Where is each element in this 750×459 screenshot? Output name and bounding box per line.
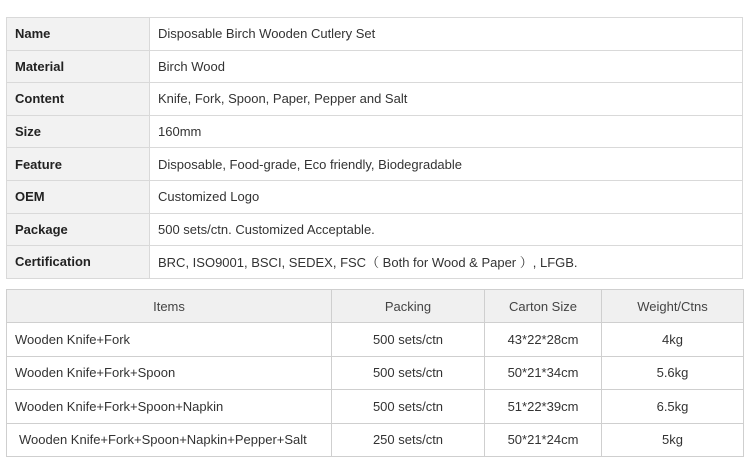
- table-header-row: [7, 290, 744, 323]
- weight-cell: 5kg: [602, 423, 744, 457]
- spec-row-size: [7, 115, 743, 148]
- carton-size-cell: 50*21*24cm: [485, 423, 602, 457]
- carton-size-cell: 51*22*39cm: [485, 390, 602, 424]
- weight-cell: 6.5kg: [602, 390, 744, 424]
- weight-cell: 4kg: [602, 323, 744, 357]
- specification-table: [6, 17, 743, 279]
- column-header-packing: Packing: [332, 290, 485, 323]
- table-row: [7, 323, 744, 357]
- table-row: [7, 423, 744, 457]
- item-cell: Wooden Knife+Fork: [7, 323, 332, 357]
- packing-cell: 500 sets/ctn: [332, 323, 485, 357]
- spec-row-content: [7, 83, 743, 116]
- table-row: [7, 390, 744, 424]
- spec-key: Certification: [7, 246, 150, 279]
- spec-row-package: [7, 213, 743, 246]
- spec-value: 160mm: [150, 115, 743, 148]
- spec-value: Disposable Birch Wooden Cutlery Set: [150, 18, 743, 51]
- weight-cell: 5.6kg: [602, 356, 744, 390]
- spec-key: Package: [7, 213, 150, 246]
- packing-cell: 500 sets/ctn: [332, 390, 485, 424]
- spec-value: Disposable, Food-grade, Eco friendly, Biodegradable: [150, 148, 743, 181]
- spec-value: Customized Logo: [150, 180, 743, 213]
- column-header-carton-size: Carton Size: [485, 290, 602, 323]
- spec-key: Feature: [7, 148, 150, 181]
- spec-row-certification: [7, 246, 743, 279]
- column-header-weight: Weight/Ctns: [602, 290, 744, 323]
- packing-cell: 250 sets/ctn: [332, 423, 485, 457]
- spec-key: Content: [7, 83, 150, 116]
- spec-row-oem: [7, 180, 743, 213]
- spec-key: OEM: [7, 180, 150, 213]
- spec-value: Birch Wood: [150, 50, 743, 83]
- spec-row-feature: [7, 148, 743, 181]
- spec-value: 500 sets/ctn. Customized Acceptable.: [150, 213, 743, 246]
- column-header-items: Items: [7, 290, 332, 323]
- product-packing-table: [6, 289, 744, 457]
- carton-size-cell: 43*22*28cm: [485, 323, 602, 357]
- spec-row-name: [7, 18, 743, 51]
- spec-key: Name: [7, 18, 150, 51]
- item-cell: Wooden Knife+Fork+Spoon: [7, 356, 332, 390]
- item-cell: Wooden Knife+Fork+Spoon+Napkin+Pepper+Salt: [7, 423, 332, 457]
- spec-row-material: [7, 50, 743, 83]
- spec-key: Size: [7, 115, 150, 148]
- carton-size-cell: 50*21*34cm: [485, 356, 602, 390]
- packing-cell: 500 sets/ctn: [332, 356, 485, 390]
- table-row: [7, 356, 744, 390]
- spec-key: Material: [7, 50, 150, 83]
- spec-value: Knife, Fork, Spoon, Paper, Pepper and Salt: [150, 83, 743, 116]
- item-cell: Wooden Knife+Fork+Spoon+Napkin: [7, 390, 332, 424]
- spec-value: BRC, ISO9001, BSCI, SEDEX, FSC（ Both for Wood & Paper ）, LFGB.: [150, 246, 743, 279]
